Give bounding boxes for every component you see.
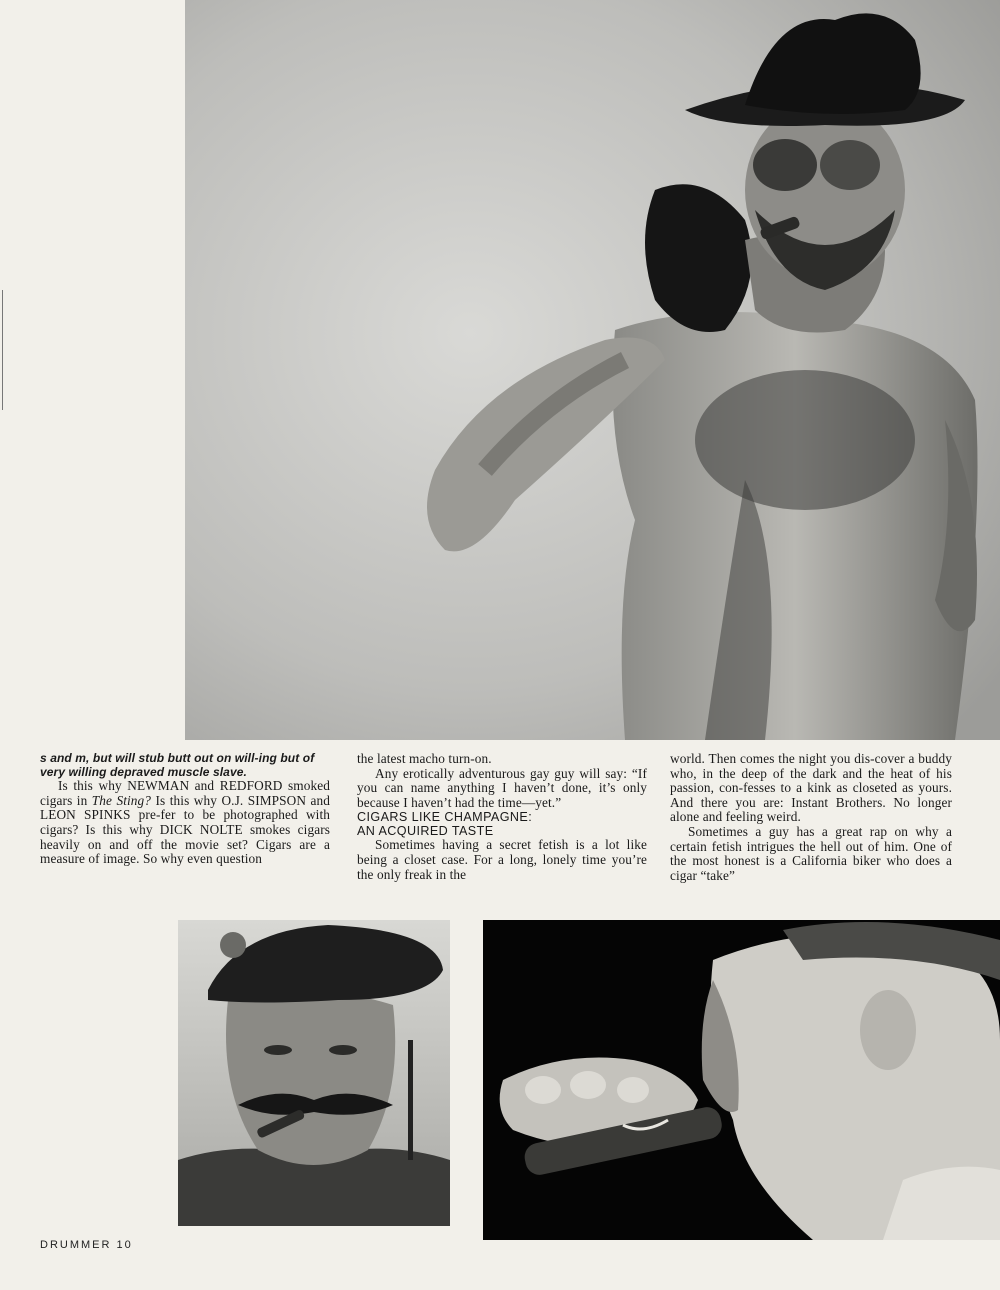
page-folio: DRUMMER 10	[40, 1239, 133, 1251]
binding-edge	[2, 290, 3, 410]
smoker-photo-image	[483, 920, 1000, 1240]
paragraph: Any erotically adventurous gay guy will say: “If you can name anything I haven’t done, it’s only because I haven’t had the time—yet.”	[357, 765, 647, 810]
text-run: Is this why O.J. SIMPSON and LEON SPINKS pre-fer to be photographed with cigars? Is this why DICK NOLTE smokes cigars heavily on and off the movie set? Cigars are a measure of image. So why even question	[40, 792, 330, 867]
paragraph: Sometimes having a secret fetish is a lot like being a closet case. For a long, lonely time you’re the only freak in the	[357, 837, 647, 882]
article-lede: s and m, but will stub butt out on will-ing but of very willing depraved muscle slave.	[40, 751, 315, 779]
soldier-photo	[178, 920, 450, 1226]
text-run: Is this why NEWMAN and REDFORD smoked cigars in	[40, 778, 330, 808]
paragraph: the latest macho turn-on.	[357, 751, 492, 766]
paragraph: Sometimes a guy has a great rap on why a certain fetish intrigues the hell out of him. One of the most honest is a California biker who does a cigar “take”	[670, 823, 952, 883]
smoker-photo	[483, 920, 1000, 1240]
soldier-photo-image	[178, 920, 450, 1226]
hero-photo	[185, 0, 1000, 740]
paragraph: world. Then comes the night you dis-cover a buddy who, in the deep of the dark and the heat of his passion, con-fesses to a kink as closeted as yours. And there you are: Instant Brothers. No longer alone and feeling weird.	[670, 751, 952, 825]
article-column-3	[670, 752, 952, 883]
article-column-2	[357, 752, 647, 882]
subheading-line-1: CIGARS LIKE CHAMPAGNE:	[357, 810, 533, 825]
hero-photo-image	[185, 0, 1000, 740]
article-column-1	[40, 752, 330, 867]
paragraph	[40, 779, 330, 867]
subheading-line-2: AN ACQUIRED TASTE	[357, 824, 494, 839]
film-title: The Sting?	[91, 792, 152, 808]
